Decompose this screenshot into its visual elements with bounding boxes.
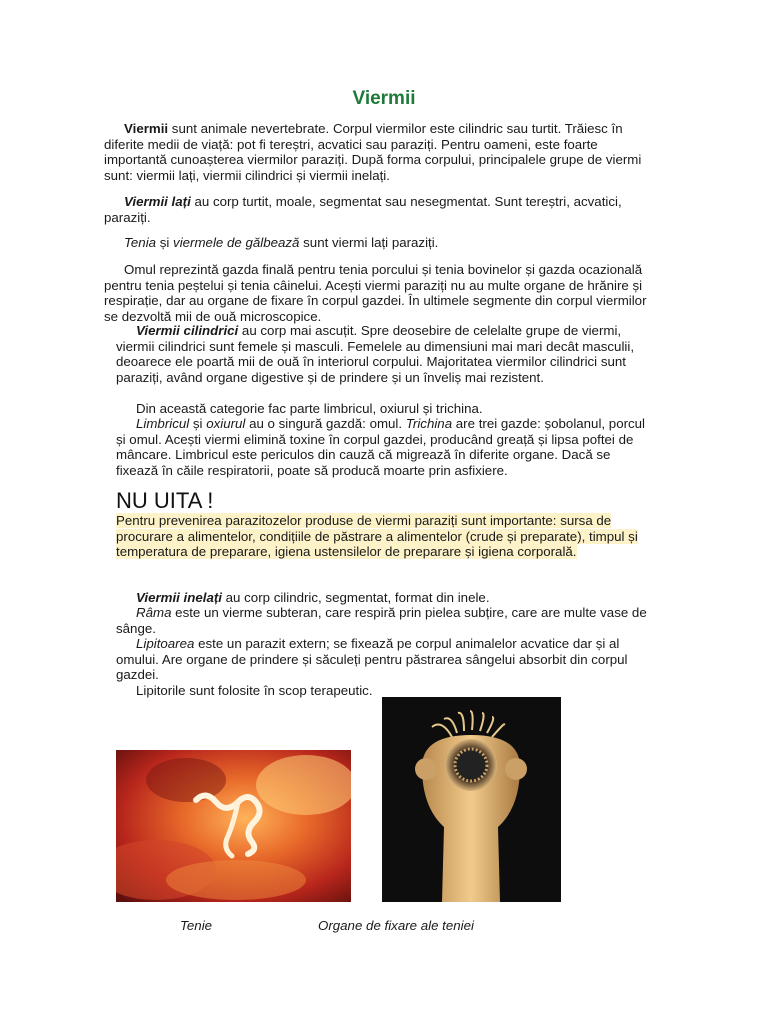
tenia-term: Tenia (124, 235, 157, 250)
tenia-text: sunt viermi lați paraziți. (299, 235, 439, 250)
lipitoarea-paragraph (116, 636, 656, 683)
highlight-text: Pentru prevenirea parazitozelor produse de viermi paraziți sunt importante: sursa de procurare a alimentelor, condițiile de păstrare a alimentelor (crude și preparate), timpul și temperatura de preparare, igiena ustensilelor de preparare și igiena corporală. (116, 513, 638, 560)
organe-caption: Organe de fixare ale teniei (318, 918, 474, 933)
rama-text: este un vierme subteran, care respiră prin pielea subțire, care are multe vase de sânge. (116, 605, 647, 636)
lati-term: Viermii lați (124, 194, 191, 209)
page-title: Viermii (352, 88, 416, 109)
limbricul-paragraph (116, 416, 656, 478)
tenie-photo (116, 750, 351, 902)
cilindrici-term: Viermii cilindrici (136, 323, 239, 338)
highlight-box (116, 513, 656, 560)
lipitorile-line: Lipitorile sunt folosite în scop terapeutic. (136, 683, 373, 698)
intro-term: Viermii (124, 121, 169, 136)
inelati-term: Viermii inelați (136, 590, 222, 605)
lati-paragraph (104, 194, 664, 225)
limbricul-term: Limbricul (136, 416, 190, 431)
limbricul-text: are trei gazde: șobolanul, porcul și omul. Acești viermi elimină toxine în corpul gazdei, producând greață și lipsa poftei de mâncare. Limbricul este periculos din cauză că migrează în diferite organe. Dacă se fixează în căile respiratorii, poate să producă moarte prin asfixiere. (116, 416, 646, 478)
tenia-and: și (156, 235, 174, 250)
scolex-photo (382, 697, 561, 902)
categorie-line: Din această categorie fac parte limbricul, oxiurul și trichina. (136, 401, 483, 416)
galbeaza-term: viermele de gălbează (173, 235, 300, 250)
tenie-caption: Tenie (180, 918, 213, 933)
trichina-term: Trichina (405, 416, 453, 431)
omul-paragraph: Omul reprezintă gazda finală pentru tenia porcului și tenia bovinelor și gazda ocazională pentru tenia peștelui și tenia câinelui. Acești viermi paraziți nu au multe organe de hrănire și respirație, dar au organe de fixare în corpul gazdei. În ultimele segmente din corpul viermilor se dezvoltă mii de ouă microscopice. (104, 262, 647, 324)
rama-term: Râma (136, 605, 172, 620)
cilindrici-text: au corp mai ascuțit. Spre deosebire de celelalte grupe de viermi, viermii cilindrici sunt femele și masculi. Femelele au dimensiuni mai mari decât masculii, deoarece ele poartă mii de ouă în interiorul corpului. Majoritatea viermilor cilindrici sunt paraziți, având organe digestive și de prindere și un înveliș mai rezistent. (116, 323, 635, 385)
lipitoarea-term: Lipitoarea (136, 636, 195, 651)
tenia-paragraph (104, 235, 664, 251)
rama-paragraph (116, 605, 656, 636)
lati-text: au corp turtit, moale, segmentat sau nesegmentat. Sunt tereștri, acvatici, paraziți. (104, 194, 622, 225)
intro-paragraph (104, 121, 664, 183)
inelati-paragraph (116, 590, 656, 606)
limbricul-host: au o singură gazdă: omul. (245, 416, 406, 431)
oxiurul-term: oxiurul (206, 416, 246, 431)
lipitoarea-text: este un parazit extern; se fixează pe corpul animalelor acvatice dar și al omului. Are organe de prindere și săculeți pentru păstrarea sângelui absorbit din corpul gazdei. (116, 636, 628, 683)
cilindrici-paragraph (116, 323, 656, 385)
limbricul-and: și (189, 416, 207, 431)
nu-uita-heading: NU UITA ! (116, 488, 214, 513)
inelati-text: au corp cilindric, segmentat, format din inele. (221, 590, 490, 605)
intro-text: sunt animale nevertebrate. Corpul viermilor este cilindric sau turtit. Trăiesc în diferite medii de viață: pot fi tereștri, acvatici sau paraziți. Pentru oameni, este foarte importantă cunoașterea viermilor paraziți. După forma corpului, principalele grupe de viermi sunt: viermii lați, viermii cilindrici și viermii inelați. (104, 121, 642, 183)
